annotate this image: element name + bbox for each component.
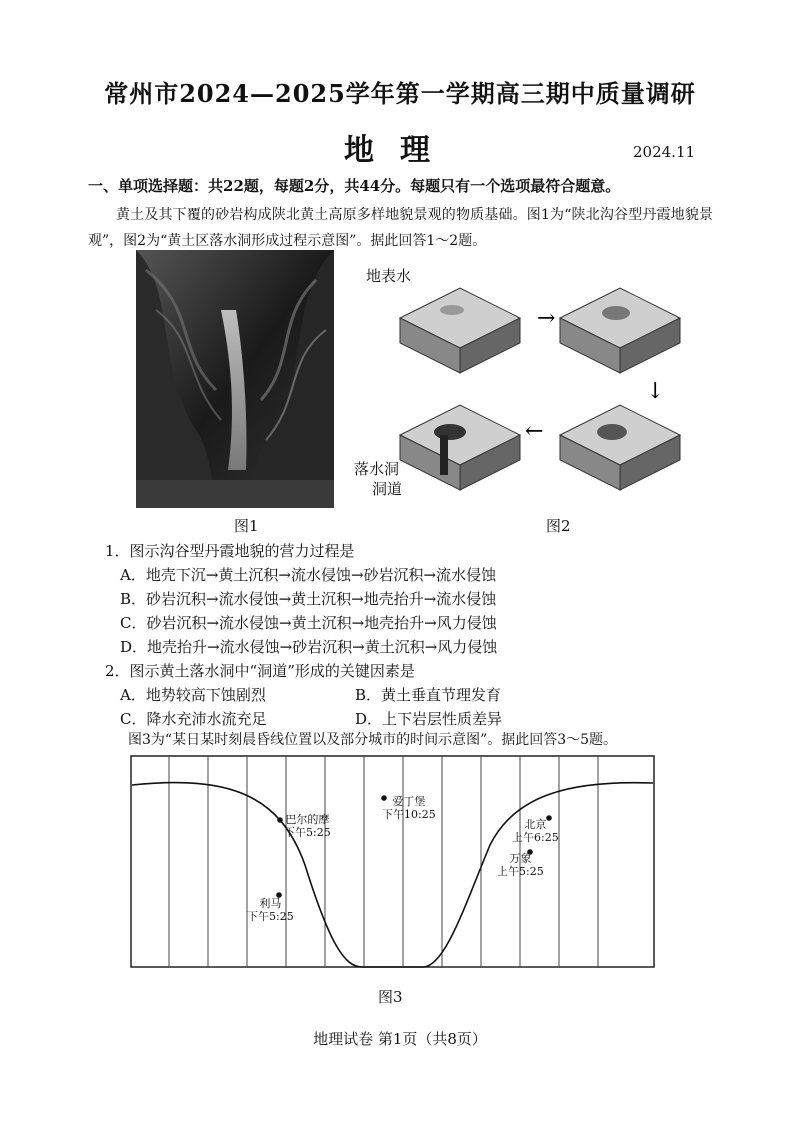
city-name-baltimore: 巴尔的摩 (285, 813, 330, 826)
city-name-edinburgh: 爱丁堡 (392, 795, 426, 808)
question-1-option-d: D．地壳抬升→流水侵蚀→砂岩沉积→黄土沉积→风力侵蚀 (120, 638, 498, 656)
block-stage-4 (400, 405, 520, 490)
figure1-caption: 图1 (234, 517, 259, 535)
page-footer: 地理试卷 第1页（共8页） (313, 1030, 487, 1048)
city-time-beijing: 上午6:25 (512, 831, 559, 844)
arrow-right: → (537, 306, 556, 331)
block-stage-1 (400, 288, 520, 373)
question-1-option-a: A．地壳下沉→黄土沉积→流水侵蚀→砂岩沉积→流水侵蚀 (120, 566, 497, 584)
city-label-edinburgh (382, 795, 436, 821)
city-label-beijing (512, 818, 559, 844)
city-time-vientiane: 上午5:25 (497, 865, 544, 878)
city-time-edinburgh: 下午10:25 (382, 808, 436, 821)
question-1-option-b: B．砂岩沉积→流水侵蚀→黄土沉积→地壳抬升→流水侵蚀 (120, 590, 497, 608)
figure2-blocks (365, 280, 685, 505)
figure3-intro: 图3为“某日某时刻晨昏线位置以及部分城市的时间示意图”。据此回答3～5题。 (128, 732, 618, 748)
question-1-stem: 1．图示沟谷型丹霞地貌的营力过程是 (105, 542, 355, 560)
city-name-vientiane: 万象 (509, 852, 532, 865)
arrow-down: ↓ (646, 379, 665, 404)
label-sinkhole: 落水洞 (354, 460, 400, 478)
city-time-lima: 下午5:25 (247, 910, 294, 923)
block-stage-3 (560, 405, 680, 490)
city-label-vientiane (497, 852, 544, 878)
city-time-baltimore: 下午5:25 (284, 826, 331, 839)
city-label-baltimore (284, 813, 331, 839)
figure1-canyon-photo (136, 250, 334, 508)
exam-title: 常州市2024—2025学年第一学期高三期中质量调研 (104, 79, 696, 108)
figure3-terminator-chart (130, 755, 655, 968)
city-name-lima: 利马 (259, 897, 282, 910)
section-heading: 一、单项选择题：共22题，每题2分，共44分。每题只有一个选项最符合题意。 (88, 177, 621, 195)
question-2-option-b: B．黄土垂直节理发育 (355, 686, 502, 704)
exam-date: 2024.11 (633, 143, 696, 161)
city-label-lima (247, 897, 294, 923)
question-2-stem: 2．图示黄土落水洞中“洞道”形成的关键因素是 (105, 662, 415, 680)
arrow-left: ← (525, 419, 544, 444)
question-2-option-c: C．降水充沛水流充足 (120, 710, 267, 728)
label-tunnel: 洞道 (372, 480, 403, 498)
city-dot-baltimore (277, 817, 283, 823)
figure2-caption: 图2 (546, 517, 571, 535)
city-name-beijing: 北京 (524, 818, 547, 831)
question-1-option-c: C．砂岩沉积→流水侵蚀→黄土沉积→地壳抬升→风力侵蚀 (120, 614, 497, 632)
question-2-option-a: A．地势较高下蚀剧烈 (120, 686, 266, 704)
block-stage-2 (560, 288, 680, 373)
label-surface-water: 地表水 (366, 267, 412, 285)
intro-paragraph: 黄土及其下覆的砂岩构成陕北黄土高原多样地貌景观的物质基础。图1为“陕北沟谷型丹霞地貌景观”，图2为“黄土区落水洞形成过程示意图”。据此回答1～2题。 (88, 207, 713, 249)
subject-title: 地理 (344, 133, 456, 168)
question-2-option-d: D．上下岩层性质差异 (355, 710, 503, 728)
figure3-caption: 图3 (378, 988, 403, 1006)
